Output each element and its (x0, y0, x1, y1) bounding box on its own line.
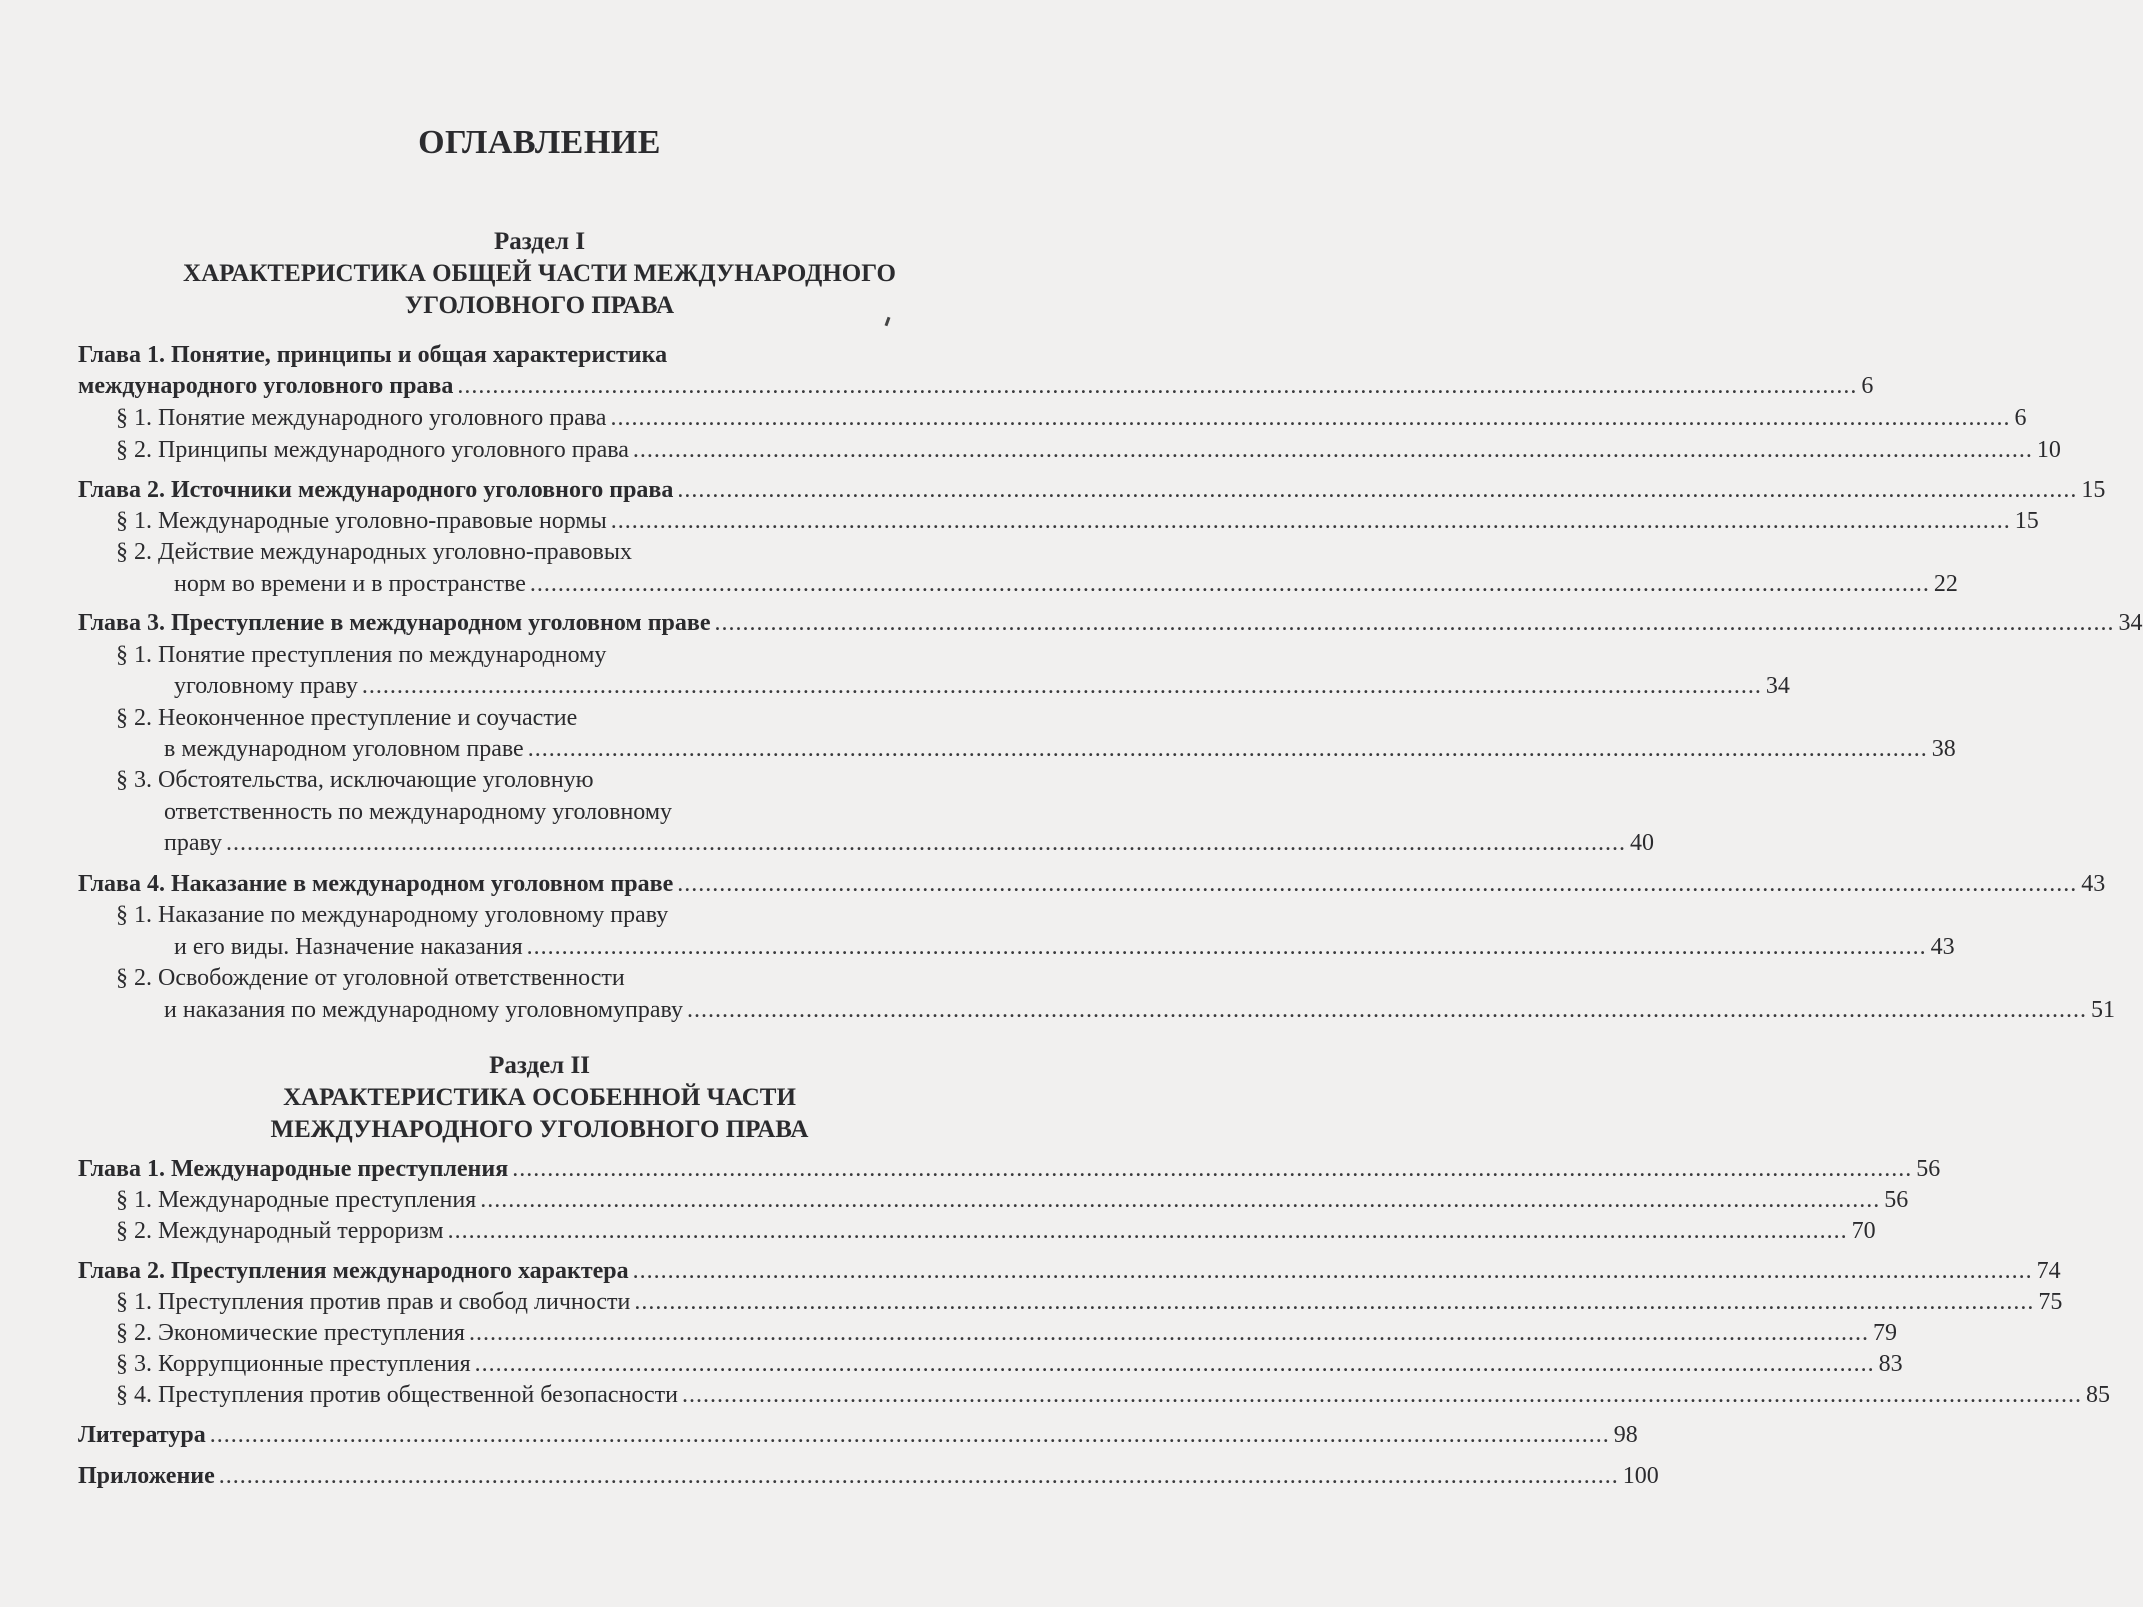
toc-entry-text: § 3. Обстоятельства, исключающие уголовную (116, 767, 594, 793)
toc-entry-text: § 2. Принципы международного уголовного права (116, 437, 629, 463)
toc-entry-text: § 3. Коррупционные преступления (116, 1351, 471, 1377)
section-1-title-line-1: ХАРАКТЕРИСТИКА ОБЩЕЙ ЧАСТИ МЕЖДУНАРОДНОГО (183, 260, 896, 287)
dot-leader: ........................................................................................................................................................................................................ (218, 1463, 1619, 1489)
toc-paragraph-entry[interactable] (116, 1286, 2063, 1318)
page-number: 43 (1930, 934, 1955, 960)
toc-entry-text: § 2. Освобождение от уголовной ответственности (116, 965, 625, 991)
dot-leader: ........................................................................................................................................................................................................ (512, 1156, 1913, 1182)
toc-entry-text: ответственность по международному уголовному (164, 799, 673, 825)
toc-paragraph-entry[interactable] (116, 1317, 1897, 1349)
toc-entry-text: § 2. Действие международных уголовно-правовых (116, 539, 632, 565)
toc-entry-text: Приложение (78, 1463, 215, 1489)
toc-entry-text: уголовному праву (174, 673, 358, 699)
dot-leader: ........................................................................................................................................................................................................ (677, 871, 2078, 897)
toc-paragraph-entry[interactable] (174, 568, 1958, 600)
toc-entry-text: § 2. Неоконченное преступление и соучастие (116, 705, 578, 731)
toc-entry-text: § 1. Преступления против прав и свобод личности (116, 1289, 631, 1315)
page-number: 85 (2086, 1382, 2111, 1408)
page-number: 51 (2091, 997, 2116, 1023)
toc-entry-text: § 4. Преступления против общественной безопасности (116, 1382, 679, 1408)
toc-entry-text: § 1. Наказание по международному уголовному праву (116, 902, 669, 928)
page-number: 70 (1851, 1218, 1876, 1244)
dot-leader: ........................................................................................................................................................................................................ (634, 1289, 2035, 1315)
toc-paragraph-entry[interactable] (116, 402, 2027, 434)
dot-leader: ........................................................................................................................................................................................................ (529, 571, 1930, 597)
dot-leader: ........................................................................................................................................................................................................ (457, 373, 1858, 399)
dot-leader: ........................................................................................................................................................................................................ (468, 1320, 1869, 1346)
dot-leader: ........................................................................................................................................................................................................ (632, 437, 2033, 463)
page-number: 79 (1872, 1320, 1897, 1346)
toc-entry-text: Литература (78, 1422, 206, 1448)
page-number: 56 (1916, 1156, 1941, 1182)
toc-paragraph-entry[interactable] (116, 1184, 1909, 1216)
toc-entry-text: Глава 3. Преступление в международном уголовном праве (78, 610, 711, 636)
toc-paragraph-entry[interactable] (116, 1379, 2111, 1411)
section-1-heading (0, 226, 1079, 322)
dot-leader: ........................................................................................................................................................................................................ (361, 673, 1762, 699)
toc-chapter-entry[interactable] (78, 474, 2106, 506)
toc-appendix-entry[interactable] (78, 1460, 1659, 1492)
toc-paragraph-entry[interactable] (116, 1215, 1876, 1247)
toc-paragraph-entry[interactable] (164, 733, 1956, 765)
section-1-title-line-2: УГОЛОВНОГО ПРАВА (404, 292, 675, 319)
page-number: 40 (1630, 830, 1655, 856)
toc-entry-text: и наказания по международному уголовномуправу (164, 997, 684, 1023)
toc-entry-text: в международном уголовном праве (164, 736, 524, 762)
page-number: 74 (2036, 1258, 2061, 1284)
dot-leader: ........................................................................................................................................................................................................ (682, 1382, 2083, 1408)
toc-entry-text: международного уголовного права (78, 373, 454, 399)
page-number: 75 (2038, 1289, 2063, 1315)
page-number: 34 (1765, 673, 1790, 699)
dot-leader: ........................................................................................................................................................................................................ (714, 610, 2115, 636)
section-2-heading (0, 1050, 1079, 1146)
toc-chapter-entry[interactable] (78, 1153, 1941, 1185)
toc-entry-text: Глава 1. Международные преступления (78, 1156, 509, 1182)
toc-paragraph-entry[interactable] (116, 1348, 1903, 1380)
dot-leader: ........................................................................................................................................................................................................ (447, 1218, 1848, 1244)
dot-leader: ........................................................................................................................................................................................................ (526, 934, 1927, 960)
toc-chapter-entry[interactable] (78, 1255, 2061, 1287)
section-2-label: Раздел II (489, 1052, 590, 1079)
page-number: 98 (1613, 1422, 1638, 1448)
toc-entry-text: § 1. Понятие международного уголовного права (116, 405, 607, 431)
dot-leader: ........................................................................................................................................................................................................ (480, 1187, 1881, 1213)
toc-chapter-entry[interactable] (78, 370, 1874, 402)
dot-leader: ........................................................................................................................................................................................................ (610, 508, 2011, 534)
dot-leader: ........................................................................................................................................................................................................ (610, 405, 2011, 431)
page-title: ОГЛАВЛЕНИЕ (418, 124, 661, 161)
page-number: 34 (2118, 610, 2143, 636)
toc-entry-text: Глава 2. Источники международного уголовного права (78, 477, 674, 503)
page-number: 6 (2014, 405, 2027, 431)
toc-paragraph-entry[interactable] (116, 434, 2061, 466)
toc-entry-text: § 2. Экономические преступления (116, 1320, 465, 1346)
page-number: 22 (1933, 571, 1958, 597)
toc-entry-text: § 2. Международный терроризм (116, 1218, 444, 1244)
dot-leader: ........................................................................................................................................................................................................ (226, 830, 1627, 856)
toc-entry-text: праву (164, 830, 223, 856)
toc-paragraph-entry[interactable] (174, 931, 1955, 963)
toc-entry-text: норм во времени и в пространстве (174, 571, 526, 597)
page-number: 56 (1884, 1187, 1909, 1213)
dot-leader: ........................................................................................................................................................................................................ (209, 1422, 1610, 1448)
toc-paragraph-entry[interactable] (164, 994, 2116, 1026)
toc-entry-text: § 1. Международные преступления (116, 1187, 477, 1213)
page-number: 38 (1931, 736, 1956, 762)
toc-paragraph-entry[interactable] (174, 670, 1790, 702)
page-number: 10 (2036, 437, 2061, 463)
toc-entry-text: § 1. Понятие преступления по международному (116, 642, 607, 668)
dot-leader: ........................................................................................................................................................................................................ (687, 997, 2088, 1023)
toc-entry-text: § 1. Международные уголовно-правовые нормы (116, 508, 607, 534)
dot-leader: ........................................................................................................................................................................................................ (677, 477, 2078, 503)
page-number: 15 (2081, 477, 2106, 503)
toc-entry-text: Глава 2. Преступления международного характера (78, 1258, 629, 1284)
toc-entry-text: Глава 4. Наказание в международном уголовном праве (78, 871, 674, 897)
section-2-title-line-2: МЕЖДУНАРОДНОГО УГОЛОВНОГО ПРАВА (270, 1116, 809, 1143)
toc-literature-entry[interactable] (78, 1419, 1638, 1451)
section-1-label: Раздел I (493, 228, 586, 255)
page-number: 15 (2014, 508, 2039, 534)
toc-paragraph-entry[interactable] (164, 827, 1655, 859)
toc-entry-text: и его виды. Назначение наказания (174, 934, 523, 960)
section-2-title-line-1: ХАРАКТЕРИСТИКА ОСОБЕННОЙ ЧАСТИ (283, 1084, 796, 1111)
dot-leader: ........................................................................................................................................................................................................ (474, 1351, 1875, 1377)
page-number: 6 (1861, 373, 1874, 399)
toc-chapter-entry[interactable] (78, 607, 2143, 639)
page-number: 83 (1878, 1351, 1903, 1377)
toc-paragraph-entry[interactable] (116, 505, 2039, 537)
toc-chapter-title: Глава 1. Понятие, принципы и общая характеристика (78, 342, 668, 368)
page-number: 43 (2081, 871, 2106, 897)
page-number: 100 (1622, 1463, 1659, 1489)
toc-chapter-entry[interactable] (78, 868, 2106, 900)
dot-leader: ........................................................................................................................................................................................................ (632, 1258, 2033, 1284)
dot-leader: ........................................................................................................................................................................................................ (527, 736, 1928, 762)
